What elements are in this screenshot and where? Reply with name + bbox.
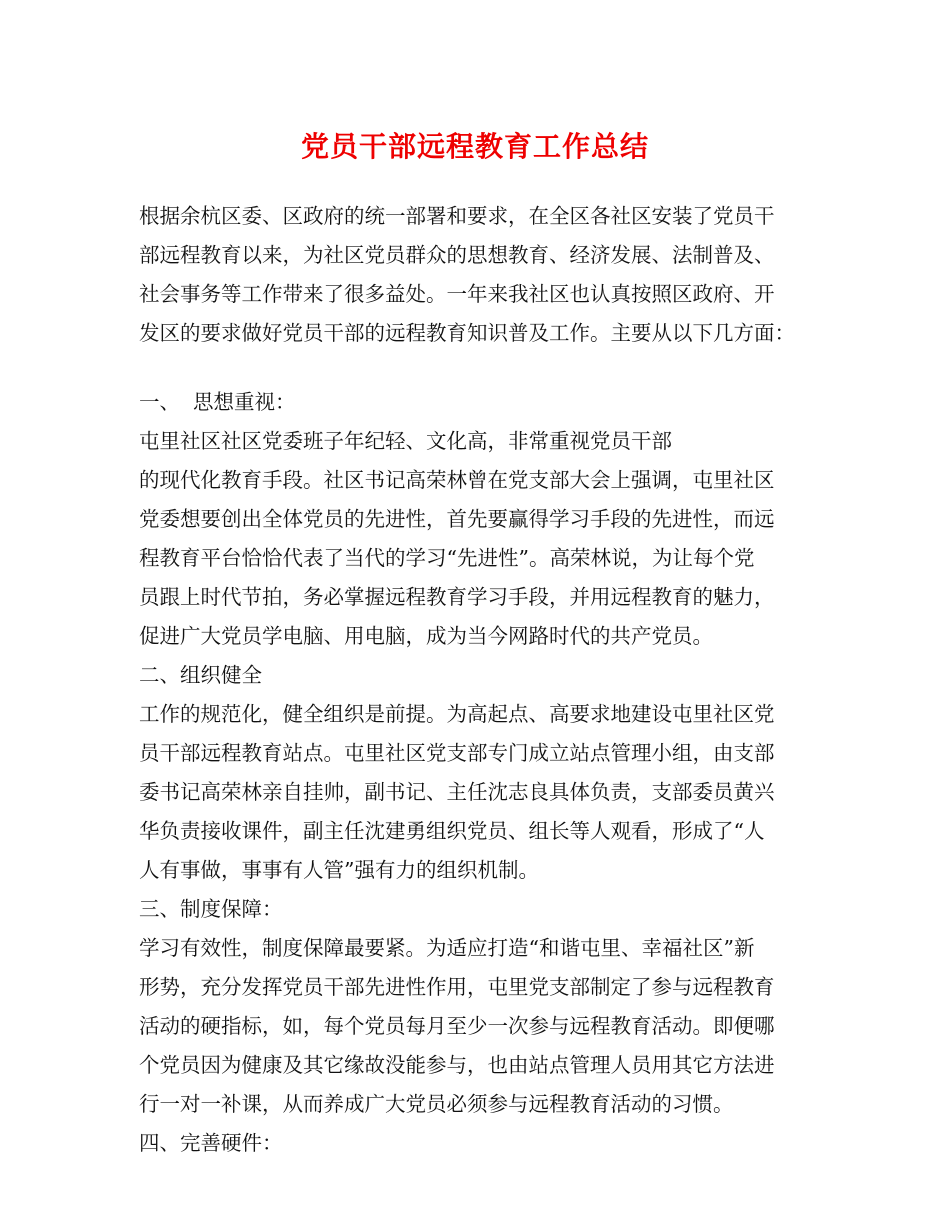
- section-heading-2: 二、组织健全: [139, 663, 262, 687]
- section-heading-3: 三、制度保障：: [139, 897, 283, 921]
- body-sections: [139, 383, 829, 1163]
- document-title: 党员干部远程教育工作总结: [300, 130, 649, 163]
- text-line: 促进广大党员学电脑、用电脑，成为当今网路时代的共产党员。: [139, 624, 713, 648]
- section-heading-4: 四、完善硬件：: [139, 1131, 283, 1155]
- text-line: 个党员因为健康及其它缘故没能参与，也由站点管理人员用其它方法进: [139, 1053, 775, 1077]
- section-heading-1: 一、 思想重视：: [139, 390, 296, 414]
- text-line: 员干部远程教育站点。屯里社区党支部专门成立站点管理小组，由支部: [139, 741, 775, 765]
- text-line: 员跟上时代节拍，务必掌握远程教育学习手段，并用远程教育的魅力，: [139, 585, 775, 609]
- text-line: 工作的规范化，健全组织是前提。为高起点、高要求地建设屯里社区党: [139, 702, 775, 726]
- text-line: 行一对一补课，从而养成广大党员必须参与远程教育活动的习惯。: [139, 1092, 734, 1116]
- text-line: 委书记高荣林亲自挂帅，副书记、主任沈志良具体负责，支部委员黄兴: [139, 780, 775, 804]
- text-line: 社会事务等工作带来了很多益处。一年来我社区也认真按照区政府、开: [139, 282, 775, 306]
- intro-paragraph: [139, 197, 829, 353]
- text-line: 党委想要创出全体党员的先进性，首先要赢得学习手段的先进性，而远: [139, 507, 775, 531]
- text-line: 学习有效性，制度保障最要紧。为适应打造“和谐屯里、幸福社区”新: [139, 936, 755, 960]
- text-line: 发区的要求做好党员干部的远程教育知识普及工作。主要从以下几方面：: [139, 321, 795, 345]
- text-line: 屯里社区社区党委班子年纪轻、文化高，非常重视党员干部: [139, 429, 672, 453]
- text-line: 活动的硬指标，如，每个党员每月至少一次参与远程教育活动。即便哪: [139, 1014, 775, 1038]
- text-line: 人有事做，事事有人管”强有力的组织机制。: [139, 858, 539, 882]
- text-line: 部远程教育以来，为社区党员群众的思想教育、经济发展、法制普及、: [139, 243, 775, 267]
- text-line: 形势，充分发挥党员干部先进性作用，屯里党支部制定了参与远程教育: [139, 975, 775, 999]
- text-line: 根据余杭区委、区政府的统一部署和要求，在全区各社区安装了党员干: [139, 204, 775, 228]
- text-line: 程教育平台恰恰代表了当代的学习“先进性”。高荣林说，为让每个党: [139, 546, 755, 570]
- text-line: 的现代化教育手段。社区书记高荣林曾在党支部大会上强调，屯里社区: [139, 468, 775, 492]
- text-line: 华负责接收课件，副主任沈建勇组织党员、组长等人观看，形成了“人: [139, 819, 765, 843]
